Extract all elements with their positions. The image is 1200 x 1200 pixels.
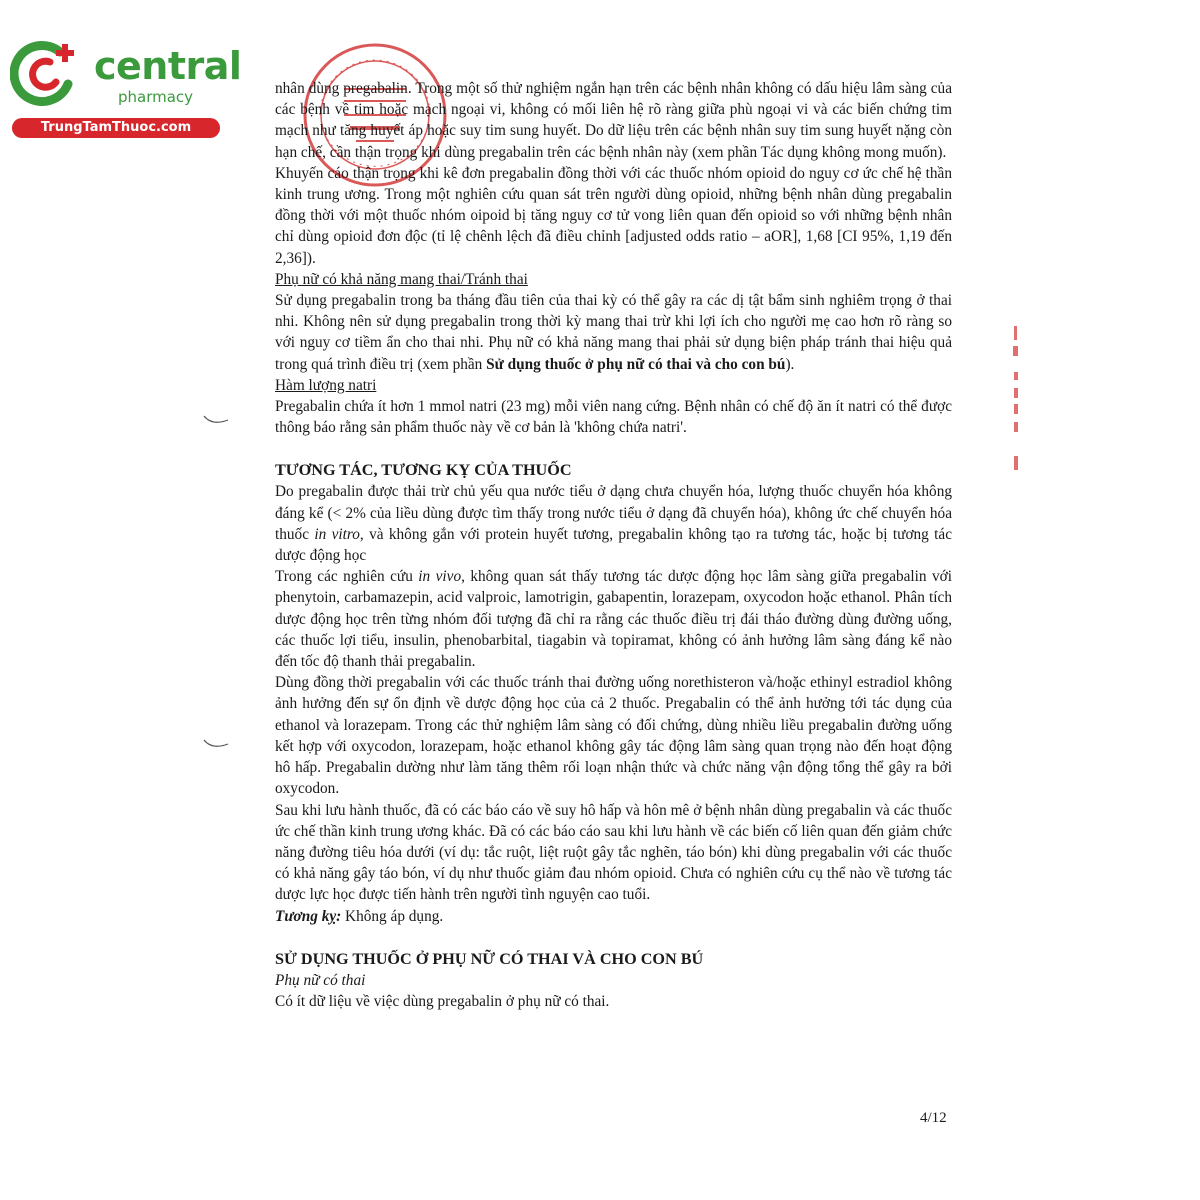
paragraph: Sau khi lưu hành thuốc, đã có các báo cáo về suy hô hấp và hôn mê ở bệnh nhân dùng pregabalin và các thuốc ức chế thần kinh trung ương khác. Đã có các báo cáo sau khi lưu hành về các biến cố liên quan đến giảm chức năng đường tiêu hóa dưới (ví dụ: tắc ruột, liệt ruột gây tắc nghẽn, táo bón) khi dùng pregabalin với các thuốc có khả năng gây táo bón, ví dụ như thuốc giảm đau nhóm opioid. Chưa có nghiên cứu cụ thể nào về tương tác dược lực học được tiến hành trên người tình nguyện cao tuổi. — [275, 801, 952, 904]
incompatibility-label: Tương kỵ: — [275, 907, 342, 925]
central-pharmacy-logo-mark-icon — [10, 38, 82, 110]
paragraph: Khuyến cáo thận trọng khi kê đơn pregabalin đồng thời với các thuốc nhóm opioid do nguy cơ ức chế hệ thần kinh trung ương. Trong một nghiên cứu quan sát trên người dùng opioid, những bệnh nhân dùng pregabalin đồng thời với một thuốc nhóm oipoid bị tăng nguy cơ tử vong liên quan đến opioid so với những bệnh nhân chỉ dùng opioid đơn độc (tỉ lệ chênh lệch đã điều chỉnh [adjusted odds ratio – aOR], 1,68 [CI 95%, 1,19 đến 2,36]). — [275, 164, 952, 267]
paragraph: Dùng đồng thời pregabalin với các thuốc tránh thai đường uống norethisteron và/hoặc ethinyl estradiol không ảnh hưởng đến sự ổn định về dược động học của cả 2 thuốc. Pregabalin có thể ảnh hưởng tới tác dụng của ethanol và lorazepam. Trong các thử nghiệm lâm sàng có đối chứng, dùng nhiều liều pregabalin đường uống kết hợp với oxycodon, lorazepam, hoặc ethanol không gây tác động lâm sàng quan trọng nào đến hoạt động hô hấp. Pregabalin dường như làm tăng thêm rối loạn nhận thức và chức năng vận động tổng thể gây ra bởi oxycodon. — [275, 674, 952, 798]
paragraph: Sử dụng pregabalin trong ba tháng đầu tiên của thai kỳ có thể gây ra các dị tật bẩm sinh nghiêm trọng ở thai nhi. Không nên sử dụng pregabalin trong thời kỳ mang thai trừ khi lợi ích cho người mẹ cao hơn rõ ràng so với nguy cơ tiềm ẩn cho thai nhi. Phụ nữ có khả năng mang thai phải sử dụng biện pháp tránh thai hiệu quả trong quá trình điều trị (xem phần Sử dụng thuốc ở phụ nữ có thai và cho con bú). — [275, 292, 952, 373]
margin-stamp-marks — [1008, 322, 1024, 482]
section-heading-interactions: TƯƠNG TÁC, TƯƠNG KỴ CỦA THUỐC — [275, 461, 572, 480]
paragraph: Trong các nghiên cứu in vivo, không quan sát thấy tương tác dược động học lâm sàng giữa pregabalin với phenytoin, carbamazepin, acid valproic, lamotrigin, gabapentin, lorazepam, oxycodon hoặc ethanol. Phân tích dược động học trên từng nhóm đối tượng đã chỉ ra rằng các thuốc điều trị đái tháo đường dùng đường uống, các thuốc lợi tiểu, insulin, phenobarbital, tiagabin và topiramat, không có ảnh hưởng lâm sàng đáng kể nào đến tốc độ thanh thải pregabalin. — [275, 568, 952, 671]
subheading-pregnant-women: Phụ nữ có thai — [275, 971, 366, 989]
scan-mark — [202, 736, 230, 752]
central-pharmacy-logo[interactable] — [10, 38, 242, 135]
cross-reference: Sử dụng thuốc ở phụ nữ có thai và cho con bú — [486, 355, 786, 373]
paragraph: nhân dùng pregabalin. Trong một số thử nghiệm ngắn hạn trên các bệnh nhân không có dấu hiệu lâm sàng của các bệnh về tim hoặc mạch ngoại vi, không có mối liên hệ rõ ràng giữa phù ngoại vi và các biến chứng tim mạch như tăng huyết áp hoặc suy tim sung huyết. Do dữ liệu trên các bệnh nhân suy tim sung huyết nặng còn hạn chế, cần thận trọng khi dùng pregabalin trên các bệnh nhân này (xem phần Tác dụng không mong muốn). — [275, 80, 952, 161]
logo-banner: TrungTamThuoc.com — [12, 118, 220, 138]
paragraph: Pregabalin chứa ít hơn 1 mmol natri (23 mg) mỗi viên nang cứng. Bệnh nhân có chế độ ăn ít natri có thể được thông báo rằng sản phẩm thuốc này về cơ bản là 'không chứa natri'. — [275, 398, 952, 437]
subheading-contraception: Phụ nữ có khả năng mang thai/Tránh thai — [275, 270, 528, 288]
scan-mark — [202, 412, 230, 428]
logo-name: central — [94, 44, 242, 88]
paragraph: Do pregabalin được thải trừ chủ yếu qua nước tiểu ở dạng chưa chuyển hóa, lượng thuốc chuyển hóa không đáng kể (< 2% của liều dùng được tìm thấy trong nước tiểu ở dạng đã chuyển hóa), không ức chế chuyển hóa thuốc in vitro, và không gắn với protein huyết tương, pregabalin không tạo ra tương tác, hoặc bị tương tác dược động học — [275, 483, 953, 565]
subheading-sodium-content: Hàm lượng natri — [275, 376, 377, 394]
logo-sub: pharmacy — [118, 88, 194, 106]
paragraph: Tương kỵ: Không áp dụng. — [275, 907, 444, 925]
document-body — [275, 78, 952, 1012]
page-number: 4/12 — [920, 1110, 947, 1126]
paragraph: Có ít dữ liệu về việc dùng pregabalin ở phụ nữ có thai. — [275, 992, 610, 1010]
section-heading-pregnancy: SỬ DỤNG THUỐC Ở PHỤ NỮ CÓ THAI VÀ CHO CON BÚ — [275, 949, 704, 968]
